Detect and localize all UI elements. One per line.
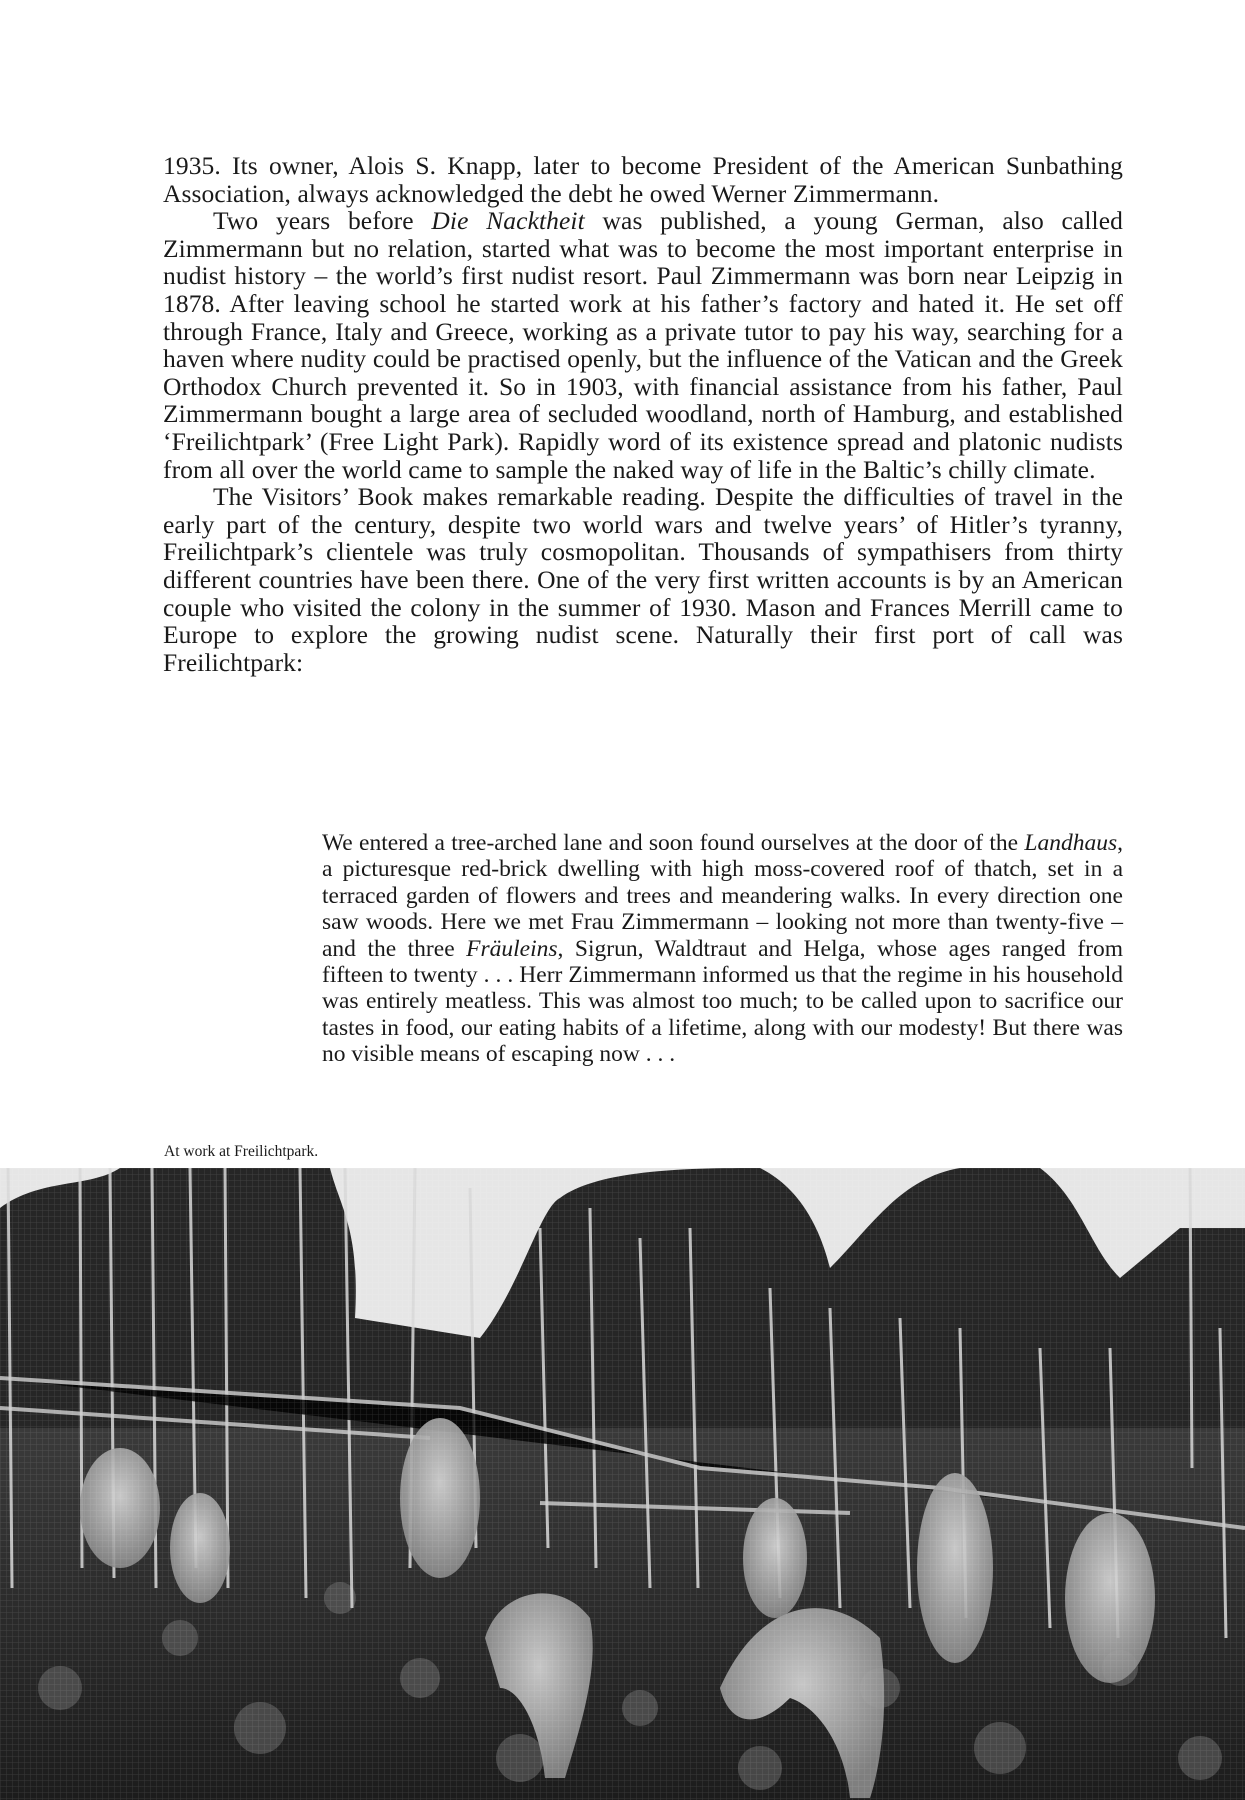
italic-text: Die Nacktheit	[431, 206, 585, 236]
text-run: 1935. Its owner, Alois S. Knapp, later to become President of the American Sunbathing Association, always acknowledged the debt he owed Werner Zimmermann.	[163, 151, 1123, 208]
italic-text: Fräuleins	[466, 935, 558, 962]
text-run: , Sigrun, Waldtraut and Helga, whose ages ranged from fifteen to twenty . . . Herr Zimmermann informed us that the regime in his household was entirely meatless. This was almost too much; to be called upon to sacrifice our tastes in food, our eating habits of a lifetime, along with our modesty! But there was no visible means of escaping now . . .	[322, 935, 1123, 1068]
italic-text: Landhaus	[1024, 830, 1118, 856]
garden-photo-image	[0, 1168, 1245, 1800]
text-run: was published, a young German, also called Zimmermann but no relation, started what was to become the most important enterprise in nudist history – the world’s first nudist resort. Paul Zimmermann was born near Leipzig in 1878. After leaving school he started work at his father’s factory and hated it. He set off through France, Italy and Greece, working as a private tutor to pay his way, searching for a haven where nudity could be practised openly, but the influence of the Vatican and the Greek Orthodox Church prevented it. So in 1903, with financial assistance from his father, Paul Zimmermann bought a large area of secluded woodland, north of Hamburg, and established ‘Freilichtpark’ (Free Light Park). Rapidly word of its existence spread and platonic nudists from all over the world came to sample the naked way of life in the Baltic’s chilly climate.	[163, 206, 1123, 484]
text-run: , a picturesque red-brick dwelling with high moss-covered roof of thatch, set in a terraced garden of flowers and trees and meandering walks. In every direction one saw woods. Here we met Frau Zimmermann – looking not more than twenty-five – and the three	[322, 830, 1123, 962]
block-quote	[322, 830, 1123, 1068]
paragraph-3	[163, 483, 1123, 676]
body-text	[163, 152, 1123, 676]
photo-caption: At work at Freilichtpark.	[164, 1143, 319, 1160]
paragraph-2	[163, 207, 1123, 483]
text-run: We entered a tree-arched lane and soon found ourselves at the door of the	[322, 830, 1025, 856]
text-run: The Visitors’ Book makes remarkable reading. Despite the difficulties of travel in the early part of the century, despite two world wars and twelve years’ of Hitler’s tyranny, Freilichtpark’s clientele was truly cosmopolitan. Thousands of sympathisers from thirty different countries have been there. One of the very first written accounts is by an American couple who visited the colony in the summer of 1930. Mason and Frances Merrill came to Europe to explore the growing nudist scene. Naturally their first port of call was Freilichtpark:	[163, 482, 1123, 677]
photograph	[0, 1168, 1245, 1800]
quote-paragraph	[322, 830, 1123, 1068]
text-run: Two years before	[213, 206, 432, 236]
paragraph-1	[163, 152, 1123, 207]
